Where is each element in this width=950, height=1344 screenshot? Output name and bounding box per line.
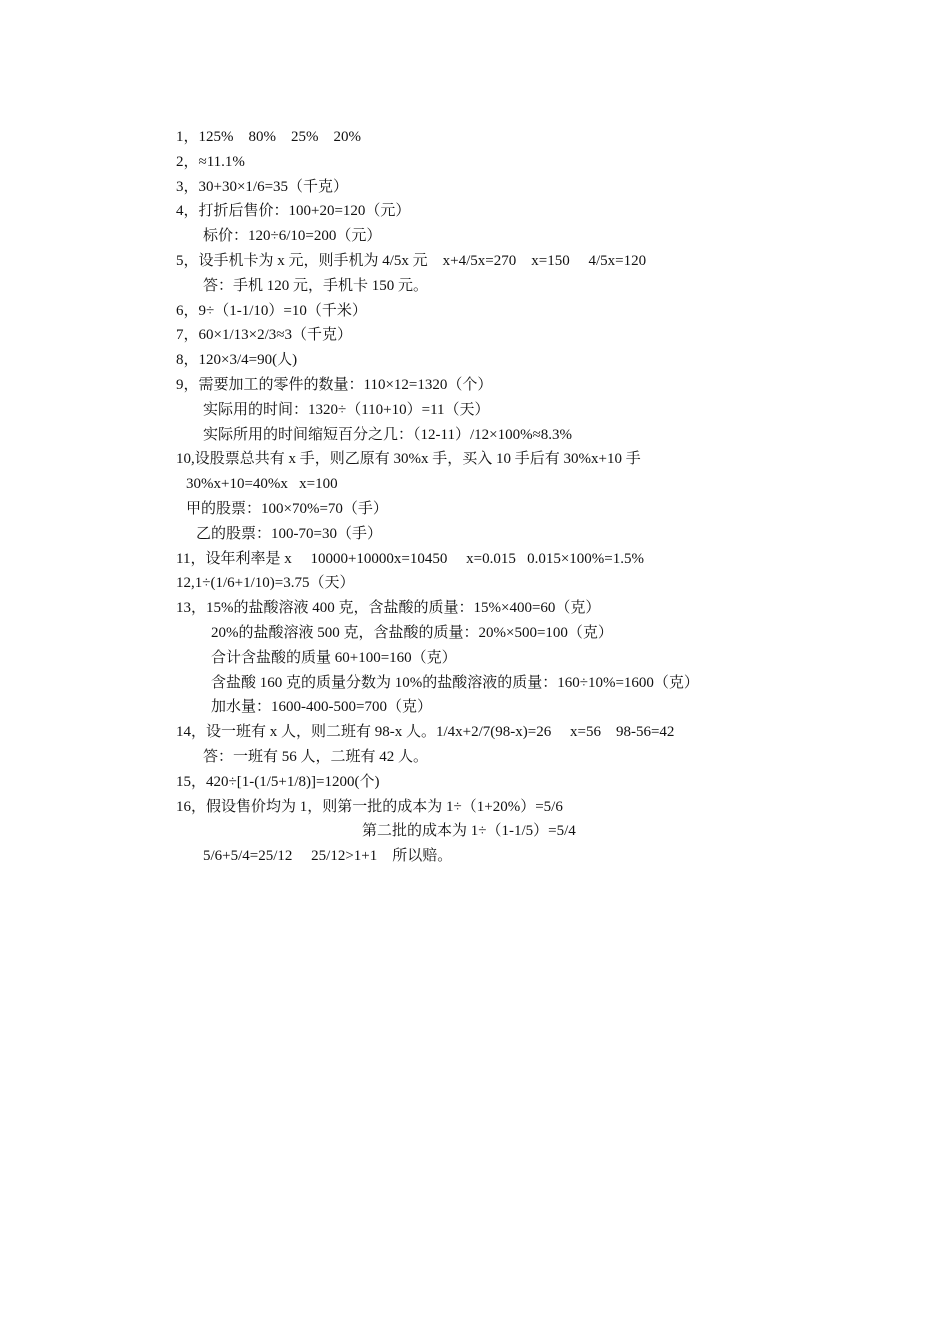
- answer-line-13: 13，15%的盐酸溶液 400 克，含盐酸的质量：15%×400=60（克）: [176, 600, 601, 617]
- answer-line-5: 5，设手机卡为 x 元，则手机为 4/5x 元 x+4/5x=270 x=150 4/5x=120: [176, 252, 647, 269]
- answer-line-2: 2，≈11.1%: [176, 153, 245, 170]
- answer-line-6: 6，9÷（1-1/10）=10（千米）: [176, 302, 367, 319]
- answer-line-15: 15，420÷[1-(1/5+1/8)]=1200(个): [176, 773, 380, 790]
- answer-line-10-cont-3: 乙的股票：100-70=30（手）: [196, 525, 382, 542]
- answer-line-13-cont-4: 加水量：1600-400-500=700（克）: [211, 699, 432, 716]
- answer-line-16-cont-2: 5/6+5/4=25/12 25/12>1+1 所以赔。: [203, 848, 453, 865]
- answer-line-14-cont: 答：一班有 56 人，二班有 42 人。: [203, 748, 429, 765]
- answer-line-8: 8，120×3/4=90(人): [176, 352, 298, 369]
- answer-line-10: 10,设股票总共有 x 手，则乙原有 30%x 手，买入 10 手后有 30%x+10 手: [176, 451, 641, 468]
- answer-line-9: 9，需要加工的零件的数量：110×12=1320（个）: [176, 376, 493, 393]
- answer-line-16-cont-1: 第二批的成本为 1÷（1-1/5）=5/4: [362, 823, 576, 840]
- answer-line-13-cont-1: 20%的盐酸溶液 500 克，含盐酸的质量：20%×500=100（克）: [211, 624, 613, 641]
- answer-line-12: 12,1÷(1/6+1/10)=3.75（天）: [176, 575, 355, 592]
- answer-line-10-cont-1: 30%x+10=40%x x=100: [186, 476, 338, 493]
- answer-line-7: 7，60×1/13×2/3≈3（千克）: [176, 327, 352, 344]
- answer-line-13-cont-3: 含盐酸 160 克的质量分数为 10%的盐酸溶液的质量：160÷10%=1600（克）: [211, 674, 699, 691]
- answer-line-4-cont: 标价：120÷6/10=200（元）: [203, 228, 382, 245]
- answer-text-block: [176, 125, 876, 869]
- answer-line-14: 14，设一班有 x 人，则二班有 98-x 人。1/4x+2/7(98-x)=26 x=56 98-56=42: [176, 724, 675, 741]
- answer-line-5-cont: 答：手机 120 元，手机卡 150 元。: [203, 277, 429, 294]
- answer-line-16: 16，假设售价均为 1，则第一批的成本为 1÷（1+20%）=5/6: [176, 798, 563, 815]
- answer-line-9-cont-1: 实际用的时间：1320÷（110+10）=11（天）: [203, 401, 490, 418]
- answer-line-10-cont-2: 甲的股票：100×70%=70（手）: [186, 500, 388, 517]
- answer-line-13-cont-2: 合计含盐酸的质量 60+100=160（克）: [211, 649, 457, 666]
- answer-line-1: 1，125% 80% 25% 20%: [176, 129, 361, 145]
- answer-line-9-cont-2: 实际所用的时间缩短百分之几：（12-11）/12×100%≈8.3%: [203, 426, 573, 443]
- answer-line-4: 4，打折后售价：100+20=120（元）: [176, 203, 411, 220]
- answer-line-11: 11，设年利率是 x 10000+10000x=10450 x=0.015 0.015×100%=1.5%: [176, 550, 644, 567]
- answer-line-3: 3，30+30×1/6=35（千克）: [176, 178, 349, 195]
